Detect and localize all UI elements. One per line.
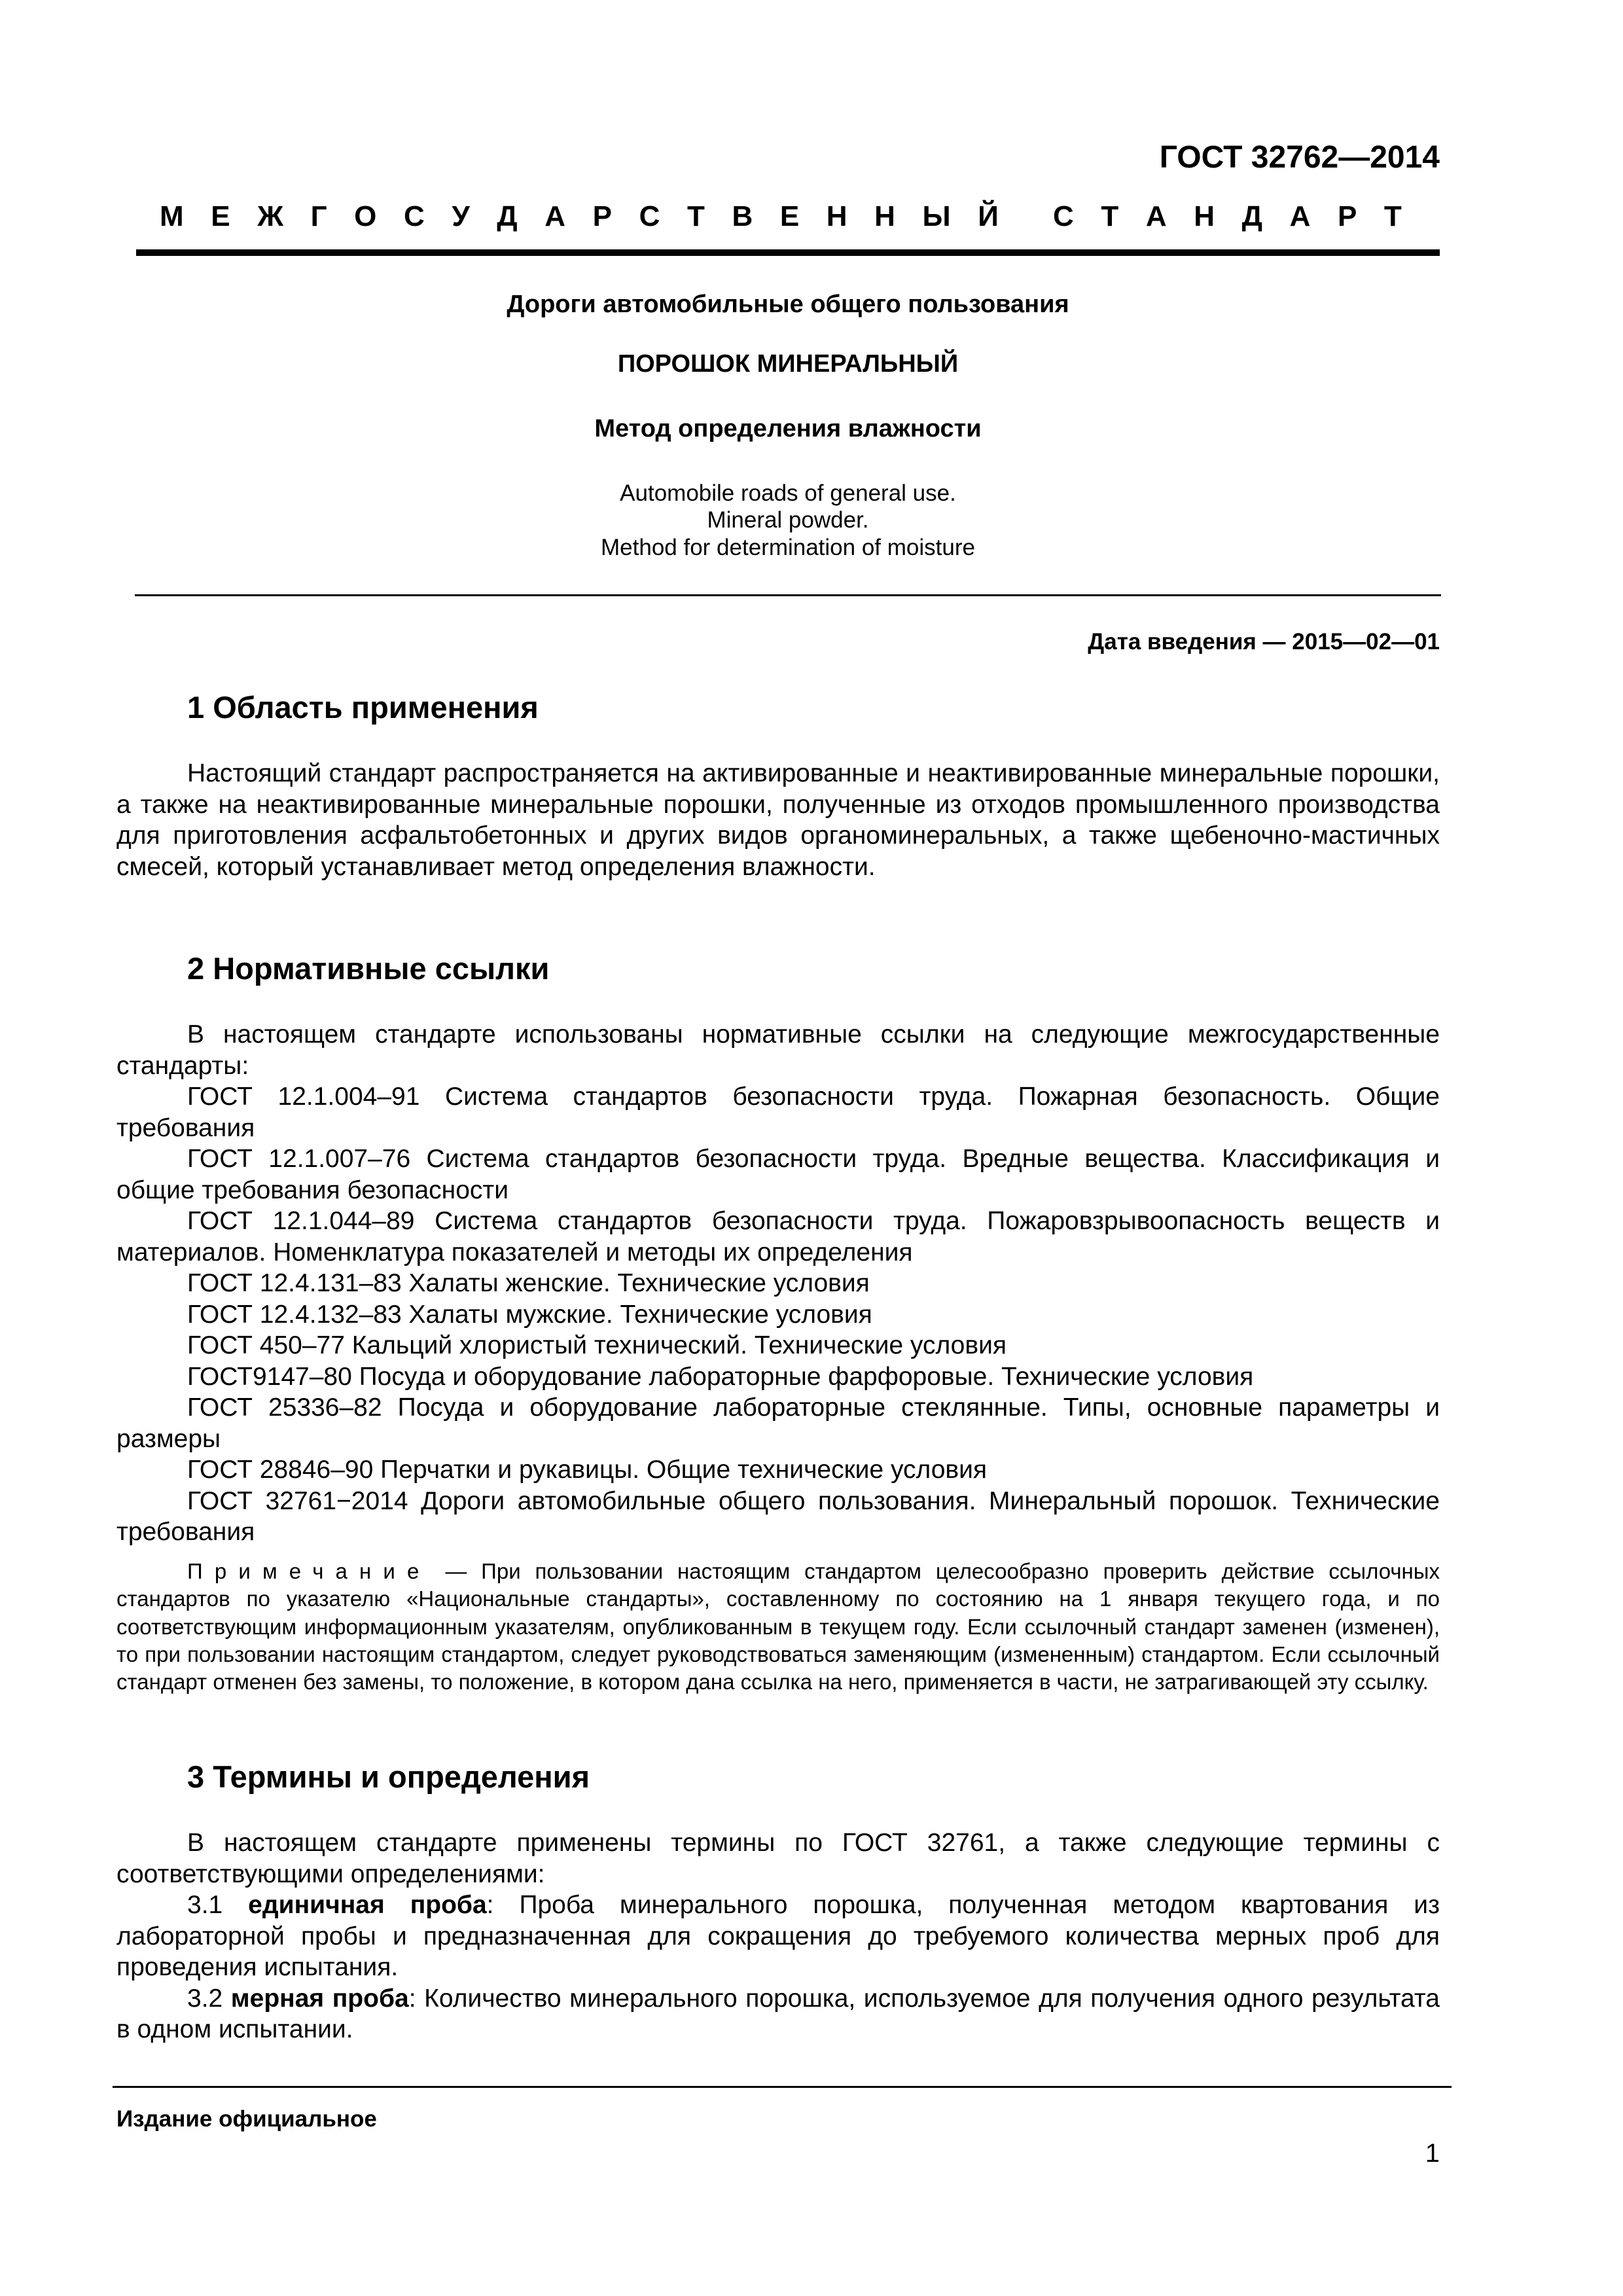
term-definition <box>116 1890 1440 1983</box>
reference-item: ГОСТ 32761−2014 Дороги автомобильные общего пользования. Минеральный порошок. Технические требования <box>116 1486 1440 1546</box>
interstate-letter: У <box>452 200 470 232</box>
header-rule <box>136 249 1440 256</box>
interstate-letter: А <box>544 200 566 232</box>
edition-label: Издание официальное <box>116 2106 377 2132</box>
note-label: Примечание <box>187 1559 431 1583</box>
term-definition <box>116 1983 1440 2045</box>
title-line-1: Дороги автомобильные общего пользования <box>507 291 1069 318</box>
footer-rule <box>113 2086 1452 2088</box>
interstate-letter: Й <box>978 200 999 232</box>
reference-item: ГОСТ 28846–90 Перчатки и рукавицы. Общие технические условия <box>187 1456 988 1484</box>
section-1-body <box>116 758 1440 882</box>
interstate-letter: Р <box>592 200 612 232</box>
interstate-standard-label <box>160 200 1402 233</box>
interstate-letter: С <box>1053 200 1074 232</box>
reference-item: ГОСТ 12.1.007–76 Система стандартов безопасности труда. Вредные вещества. Классификация и общие требования безопасности <box>116 1145 1440 1204</box>
interstate-letter: А <box>1289 200 1311 232</box>
note-paragraph <box>116 1558 1440 1696</box>
document-number: ГОСТ 32762—2014 <box>1159 140 1440 175</box>
section-1-heading: 1 Область применения <box>187 690 539 725</box>
term-text: : Количество минерального порошка, используемое для получения одного результата в одном испытании. <box>116 1984 1440 2043</box>
title-line-3: Метод определения влажности <box>594 415 982 442</box>
page-number: 1 <box>1425 2139 1440 2168</box>
interstate-letter: Т <box>687 200 705 232</box>
reference-item: ГОСТ 12.1.044–89 Система стандартов безопасности труда. Пожаровзрывоопасность веществ и материалов. Номенклатура показателей и методы их определения <box>116 1207 1440 1266</box>
term-name: единичная проба <box>248 1891 487 1919</box>
interstate-letter: Н <box>1194 200 1215 232</box>
interstate-letter: Ы <box>922 200 951 232</box>
interstate-letter: Г <box>310 200 327 232</box>
term-number: 3.1 <box>187 1891 249 1919</box>
section-2-intro: В настоящем стандарте использованы нормативные ссылки на следующие межгосударственные стандарты: <box>116 1020 1440 1080</box>
term-number: 3.2 <box>187 1984 231 2013</box>
interstate-letter: Д <box>497 200 518 232</box>
section-3-intro: В настоящем стандарте применены термины по ГОСТ 32761, а также следующие термины с соответствующими определениями: <box>116 1829 1440 1888</box>
english-title-3: Method for determination of moisture <box>601 535 975 560</box>
section-3-body <box>116 1827 1440 2045</box>
interstate-letter: Н <box>874 200 895 232</box>
section-1-paragraph: Настоящий стандарт распространяется на активированные и неактивированные минеральные порошки, а также на неактивированные минеральные порошки, полученные из отходов промышленного производства для приготовления асфальтобетонных и других видов органоминеральных, а также щебеночно-мастичных смесей, который устанавливает метод определения влажности. <box>116 759 1440 881</box>
english-title-2: Mineral powder. <box>707 507 869 533</box>
term-text: : Проба минерального порошка, полученная методом квартования из лабораторной пробы и предназначенная для сокращения до требуемого количества мерных проб для проведения испытания. <box>116 1891 1440 1981</box>
term-name: мерная проба <box>230 1984 409 2013</box>
interstate-letter: В <box>732 200 753 232</box>
interstate-letter: Р <box>1337 200 1357 232</box>
section-3-heading: 3 Термины и определения <box>187 1759 590 1794</box>
interstate-letter: С <box>639 200 660 232</box>
interstate-letter: Т <box>1383 200 1402 232</box>
title-rule <box>135 594 1441 596</box>
interstate-letter: Ж <box>257 200 283 232</box>
reference-item: ГОСТ 25336–82 Посуда и оборудование лабораторные стеклянные. Типы, основные параметры и размеры <box>116 1393 1440 1453</box>
note-text: — При пользовании настоящим стандартом целесообразно проверить действие ссылочных стандартов по указателю «Национальные стандарты», составленному по состоянию на 1 января текущего года, и по соответствующим информационным указателям, опубликованным в текущем году. Если ссылочный стандарт заменен (изменен), то при пользовании настоящим стандартом, следует руководствоваться заменяющим (измененным) стандартом. Если ссылочный стандарт отменен без замены, то положение, в котором дана ссылка на него, применяется в части, не затрагивающей эту ссылку. <box>116 1559 1440 1695</box>
section-2-heading: 2 Нормативные ссылки <box>187 951 550 986</box>
title-line-2: ПОРОШОК МИНЕРАЛЬНЫЙ <box>617 350 959 378</box>
reference-item: ГОСТ 12.4.131–83 Халаты женские. Технические условия <box>187 1269 870 1297</box>
interstate-letter: М <box>160 200 184 232</box>
section-2-body <box>116 1019 1440 1548</box>
reference-item: ГОСТ9147–80 Посуда и оборудование лабораторные фарфоровые. Технические условия <box>187 1362 1254 1391</box>
reference-item: ГОСТ 12.4.132–83 Халаты мужские. Технические условия <box>187 1300 872 1329</box>
interstate-letter: Е <box>779 200 800 232</box>
interstate-letter: Н <box>826 200 847 232</box>
interstate-letter: А <box>1145 200 1167 232</box>
interstate-letter: О <box>354 200 377 232</box>
reference-item: ГОСТ 12.1.004–91 Система стандартов безопасности труда. Пожарная безопасность. Общие требования <box>116 1083 1440 1142</box>
interstate-letter: Т <box>1101 200 1119 232</box>
english-title-1: Automobile roads of general use. <box>620 480 956 506</box>
interstate-letter: Е <box>211 200 230 232</box>
interstate-letter: Д <box>1241 200 1262 232</box>
interstate-letter: С <box>403 200 425 232</box>
references-note <box>116 1558 1440 1696</box>
effective-date: Дата введения — 2015—02—01 <box>1088 629 1440 655</box>
reference-item: ГОСТ 450–77 Кальций хлористый технический. Технические условия <box>187 1331 1007 1359</box>
